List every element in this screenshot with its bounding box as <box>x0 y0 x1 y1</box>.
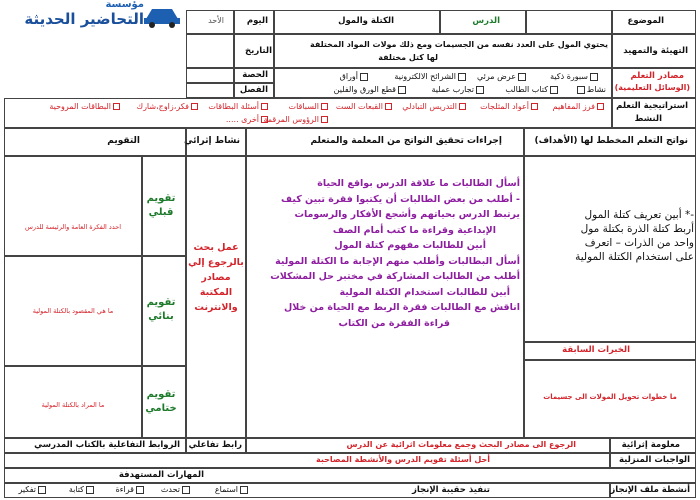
procedure-line: أسأل الطالبات ما علاقة الدرس بواقع الحياة <box>317 178 520 189</box>
resource-video[interactable]: عرض مرئي <box>477 72 528 82</box>
procedure-line: يرتبط الدرس بحياتهم وأشجع الأفكار والرسومات <box>294 209 520 220</box>
strategy-reciprocal[interactable]: التدريس التبادلي <box>402 102 468 112</box>
skills-row-cell <box>4 468 696 483</box>
homework-cell <box>4 453 610 468</box>
homework-text: أحل أسئلة تقويم الدرس والأنشطة المصاحبة <box>316 455 490 464</box>
checkbox-icon[interactable] <box>86 486 94 494</box>
intro-label: التهيئة والتمهيد <box>623 46 688 56</box>
evaluation-final-text: ما المراد بالكتلة المولية <box>41 401 105 409</box>
checkbox-icon[interactable] <box>385 103 392 110</box>
skill-writing[interactable]: كتابة <box>69 485 96 495</box>
enrichment-info-text: الرجوع الى مصادر البحث وجمع معلومات اثرائية عن الدرس <box>346 440 576 449</box>
checkbox-icon[interactable] <box>191 103 198 110</box>
outcome-line: واحد من الذرات – اتعرف <box>584 237 694 249</box>
period-label: الحصة <box>242 70 268 80</box>
procedure-line: قراءة الفقرة من الكتاب <box>338 317 450 329</box>
procedure-line: الإبداعية وقراءة ما كتب أمام الصف <box>332 224 496 236</box>
evaluation-formative-label: تقويم بنائي <box>146 297 176 322</box>
enrichment-info-label: معلومة إثرائية <box>621 440 680 450</box>
checkbox-icon[interactable] <box>531 103 538 110</box>
interactive-link-text[interactable]: الروابط التفاعلية بالكتاب المدرسي <box>34 440 180 450</box>
resource-experiments[interactable]: تجارب عملية <box>431 85 486 95</box>
checkbox-icon[interactable] <box>182 486 190 494</box>
evaluation-formative-text: ما هي المقصود بالكتلة المولية <box>32 307 114 315</box>
checkbox-icon[interactable] <box>518 73 526 81</box>
enrichment-line: عمل بحث <box>193 242 239 253</box>
strategy-six-hats[interactable]: القبعات الست <box>336 102 394 112</box>
resource-textbook[interactable]: كتاب الطالب <box>505 85 560 95</box>
resource-papers[interactable]: أوراق <box>340 72 370 82</box>
enrichment-header: نشاط إثرائي <box>183 136 240 146</box>
procedures-header: إجراءات تحقيق النواتج من المعلمة والمتعلم <box>310 136 502 146</box>
evaluation-header-cell <box>4 128 186 156</box>
strategy-sticks[interactable]: أعواد المثلجات <box>480 102 540 112</box>
period-value-cell <box>186 68 234 83</box>
checkbox-icon[interactable] <box>577 86 585 94</box>
outcome-line: -* أبين تعريف كتلة المول <box>584 209 694 221</box>
date-label: التاريخ <box>245 46 272 56</box>
procedure-line: أبين للطالبات استخدام الكتلة المولية <box>339 286 510 298</box>
resource-foam[interactable]: قطع الورق والفلين <box>334 85 408 95</box>
evaluation-pre-cell <box>4 156 142 256</box>
skill-speaking[interactable]: تحدث <box>161 485 192 495</box>
checkbox-icon[interactable] <box>398 86 406 94</box>
skill-listening[interactable]: استماع <box>215 485 250 495</box>
enrichment-line: المكتبة <box>199 287 233 298</box>
procedure-line: أسأل البطالبات وأطلب منهم الإجابة ما الكتلة المولية <box>275 255 520 267</box>
class-label: الفصل <box>239 85 268 95</box>
evaluation-pre-label: تقويم قبلي <box>146 193 176 218</box>
strategies-label-1: استراتيجية التعلم <box>616 101 688 111</box>
homework-label: الواجبات المنزلية <box>618 455 690 465</box>
checkbox-icon[interactable] <box>360 73 368 81</box>
procedure-line: - أطلب من بعض الطالبات أن يكتبوا فقرة تبين كيف <box>281 193 520 205</box>
checkbox-icon[interactable] <box>113 103 120 110</box>
skill-reading[interactable]: قراءة <box>116 485 146 495</box>
checkbox-icon[interactable] <box>136 486 144 494</box>
checkbox-icon[interactable] <box>261 116 268 123</box>
evaluation-final-label: تقويم ختامي <box>145 389 177 414</box>
strategy-think-pair-share[interactable]: فكر،زاوج،شارك <box>136 102 200 112</box>
resource-slides[interactable]: الشرائح الالكترونية <box>394 72 468 82</box>
enrichment-line: مصادر <box>201 272 231 283</box>
strategies-label-2: النشط <box>634 114 662 124</box>
outcome-line: أربط كتلة الذرة بكتلة مول <box>580 223 694 235</box>
procedures-text <box>250 176 520 331</box>
checkbox-icon[interactable] <box>476 86 484 94</box>
checkbox-icon[interactable] <box>321 116 328 123</box>
checkbox-icon[interactable] <box>38 486 46 494</box>
strategy-other[interactable]: أخرى ..... <box>226 115 270 125</box>
strategy-sorting[interactable]: فرز المفاهيم <box>553 102 606 112</box>
lesson-label: الدرس <box>472 16 500 26</box>
enrichment-text <box>188 240 244 315</box>
enrichment-line: بالرجوع إلي <box>188 257 244 268</box>
outcomes-header: نواتج التعلم المخطط لها (الأهداف) <box>534 136 688 146</box>
skill-thinking[interactable]: تفكير <box>18 485 48 495</box>
publisher-logo <box>4 0 184 36</box>
resource-smartboard[interactable]: سبورة ذكية <box>550 72 600 82</box>
strategy-numbered-heads[interactable]: الرؤوس المرقمة <box>263 115 330 125</box>
resources-label-1: مصادر التعلم <box>630 71 684 81</box>
subject-label: الموضوع <box>627 16 664 26</box>
procedure-line: أطلب من الطالبات المشاركة في مختبر حل المشكلات <box>270 271 520 282</box>
procedure-line: اناقش مع الطالبات فقرة الربط مع الحياة من خلال <box>284 302 520 313</box>
portfolio-text: تنفيذ حقيبة الإنجاز <box>411 485 490 495</box>
car-logo-icon <box>142 3 182 29</box>
day-label: اليوم <box>246 16 268 26</box>
resource-activity[interactable]: نشاط <box>575 85 606 95</box>
day-value: الأحد <box>208 16 224 25</box>
intro-text-2: لها كتل مختلفة <box>378 53 438 62</box>
portfolio-label: أنشطة ملف الإنجاز <box>610 485 690 495</box>
outcome-line: على استخدام الكتلة المولية <box>575 251 694 263</box>
checkbox-icon[interactable] <box>261 103 268 110</box>
intro-text-1: يحتوي المول على العدد نفسه من الجسيمات ومع ذلك مولات المواد المختلفة <box>309 40 608 49</box>
logo-line-1: مؤسسة <box>105 0 144 10</box>
date-value-cell <box>186 34 234 68</box>
lesson-title: الكتلة والمول <box>338 16 394 26</box>
checkbox-icon[interactable] <box>240 486 248 494</box>
strategy-races[interactable]: السباقات <box>289 102 330 112</box>
skills-label: المهارات المستهدفة <box>118 470 204 480</box>
outcomes-text <box>528 208 694 264</box>
resources-label-2: (الوسائل التعليمية) <box>614 83 690 92</box>
strategy-card-questions[interactable]: أسئلة البطاقات <box>208 102 270 112</box>
procedure-line: أبين للطالبات مفهوم كتلة المول <box>334 240 486 251</box>
checkbox-icon[interactable] <box>597 103 604 110</box>
enrichment-line: والانترنت <box>194 302 238 313</box>
prior-experience-text: ما خطوات تحويل المولات الى جسيمات <box>543 393 677 401</box>
checkbox-icon[interactable] <box>459 103 466 110</box>
class-value-cell <box>186 83 234 98</box>
evaluation-pre-text: احدد الفكرة العامة والرئيسة للدرس <box>24 223 122 231</box>
checkbox-icon[interactable] <box>458 73 466 81</box>
evaluation-header: التقويم <box>107 136 140 146</box>
prior-experience-label: الخبرات السابقة <box>562 345 630 355</box>
subject-value-cell <box>526 10 612 34</box>
checkbox-icon[interactable] <box>590 73 598 81</box>
strategy-fan-cards[interactable]: البطاقات المروحية <box>49 102 122 112</box>
logo-line-2: التحاضير الحديثة <box>24 10 144 28</box>
interactive-link-label: رابط تفاعلي <box>188 440 242 450</box>
checkbox-icon[interactable] <box>550 86 558 94</box>
checkbox-icon[interactable] <box>321 103 328 110</box>
